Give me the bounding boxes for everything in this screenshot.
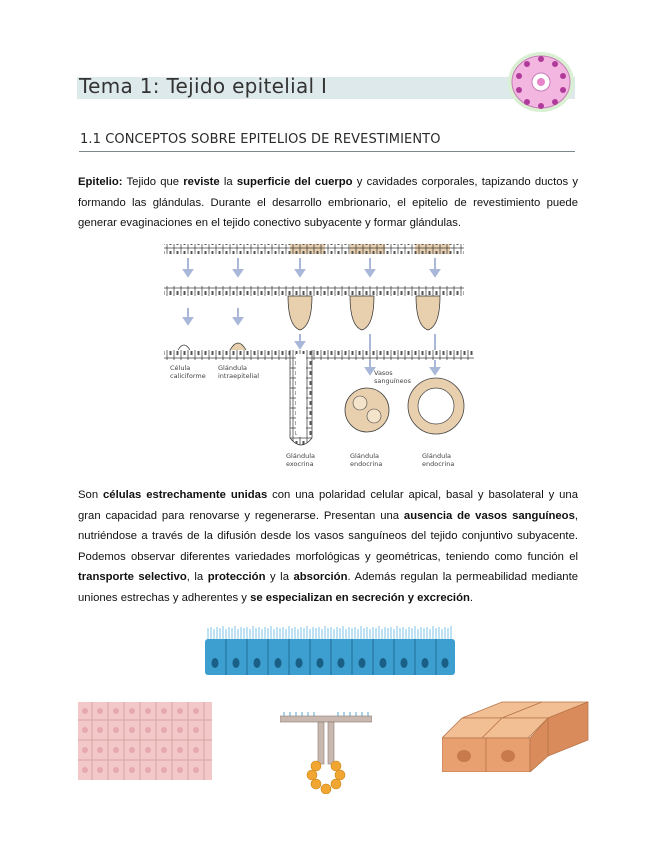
epithelium-row-2 [164, 286, 464, 296]
label-intraepitelial-1: Glándula [218, 364, 247, 372]
label-endocrina2-1: Glándula [422, 452, 451, 460]
label-endocrina-2: endocrina [350, 460, 383, 468]
section-divider [79, 151, 575, 152]
epithelium-row-3b [312, 350, 474, 360]
label-endocrina2-2: endocrina [422, 460, 455, 468]
tubular-gland-illustration [280, 712, 372, 794]
paragraph-epitelio: Epitelio: Tejido que reviste la superficie del cuerpo y cavidades corporales, tapizando ductos y formando las glándulas. Durante el desarrollo embrionario, el epitelio de revestimiento puede generar evaginaciones en el tejido conectivo subyacente y formar glándulas. [78, 176, 578, 229]
label-vasos-1: Vasos [374, 369, 393, 377]
gland-formation-diagram [160, 238, 480, 472]
label-caliciforme-2: caliciforme [170, 372, 206, 380]
label-intraepitelial-2: intraepitelial [218, 372, 260, 380]
label-caliciforme-1: Célula [170, 364, 191, 372]
page-title: Tema 1: Tejido epitelial I [79, 74, 328, 98]
label-vasos-2: sanguíneos [374, 377, 412, 385]
epithelium-row-3a [164, 350, 290, 360]
paragraph-caracteristicas: Son células estrechamente unidas con una polaridad celular apical, basal y basolateral y una gran capacidad para renovarse y regenerarse. Presentan una ausencia de vasos sanguíneos, nutriéndose a través de la difusión desde los vasos sanguíneos del tejido conjuntivo subyacente. Podemos observar diferentes variedades morfológicas y geométricas, teniendo como función el transporte selectivo, la protección y la absorción. Además regulan la permeabilidad mediante uniones estrechas y adherentes y se especializan en secreción y excreción. [78, 489, 578, 604]
section-heading: 1.1 CONCEPTOS SOBRE EPITELIOS DE REVESTIMIENTO [80, 132, 441, 147]
epithelium-cross-section-icon [505, 50, 575, 114]
label-endocrina-1: Glándula [350, 452, 379, 460]
label-exocrina-1: Glándula [286, 452, 315, 460]
term-epitelio: Epitelio: [78, 176, 123, 188]
stratified-epithelium-illustration [78, 702, 212, 780]
label-exocrina-2: exocrina [286, 460, 314, 468]
cuboidal-cells-illustration [442, 700, 590, 772]
columnar-epithelium-illustration [205, 625, 455, 677]
